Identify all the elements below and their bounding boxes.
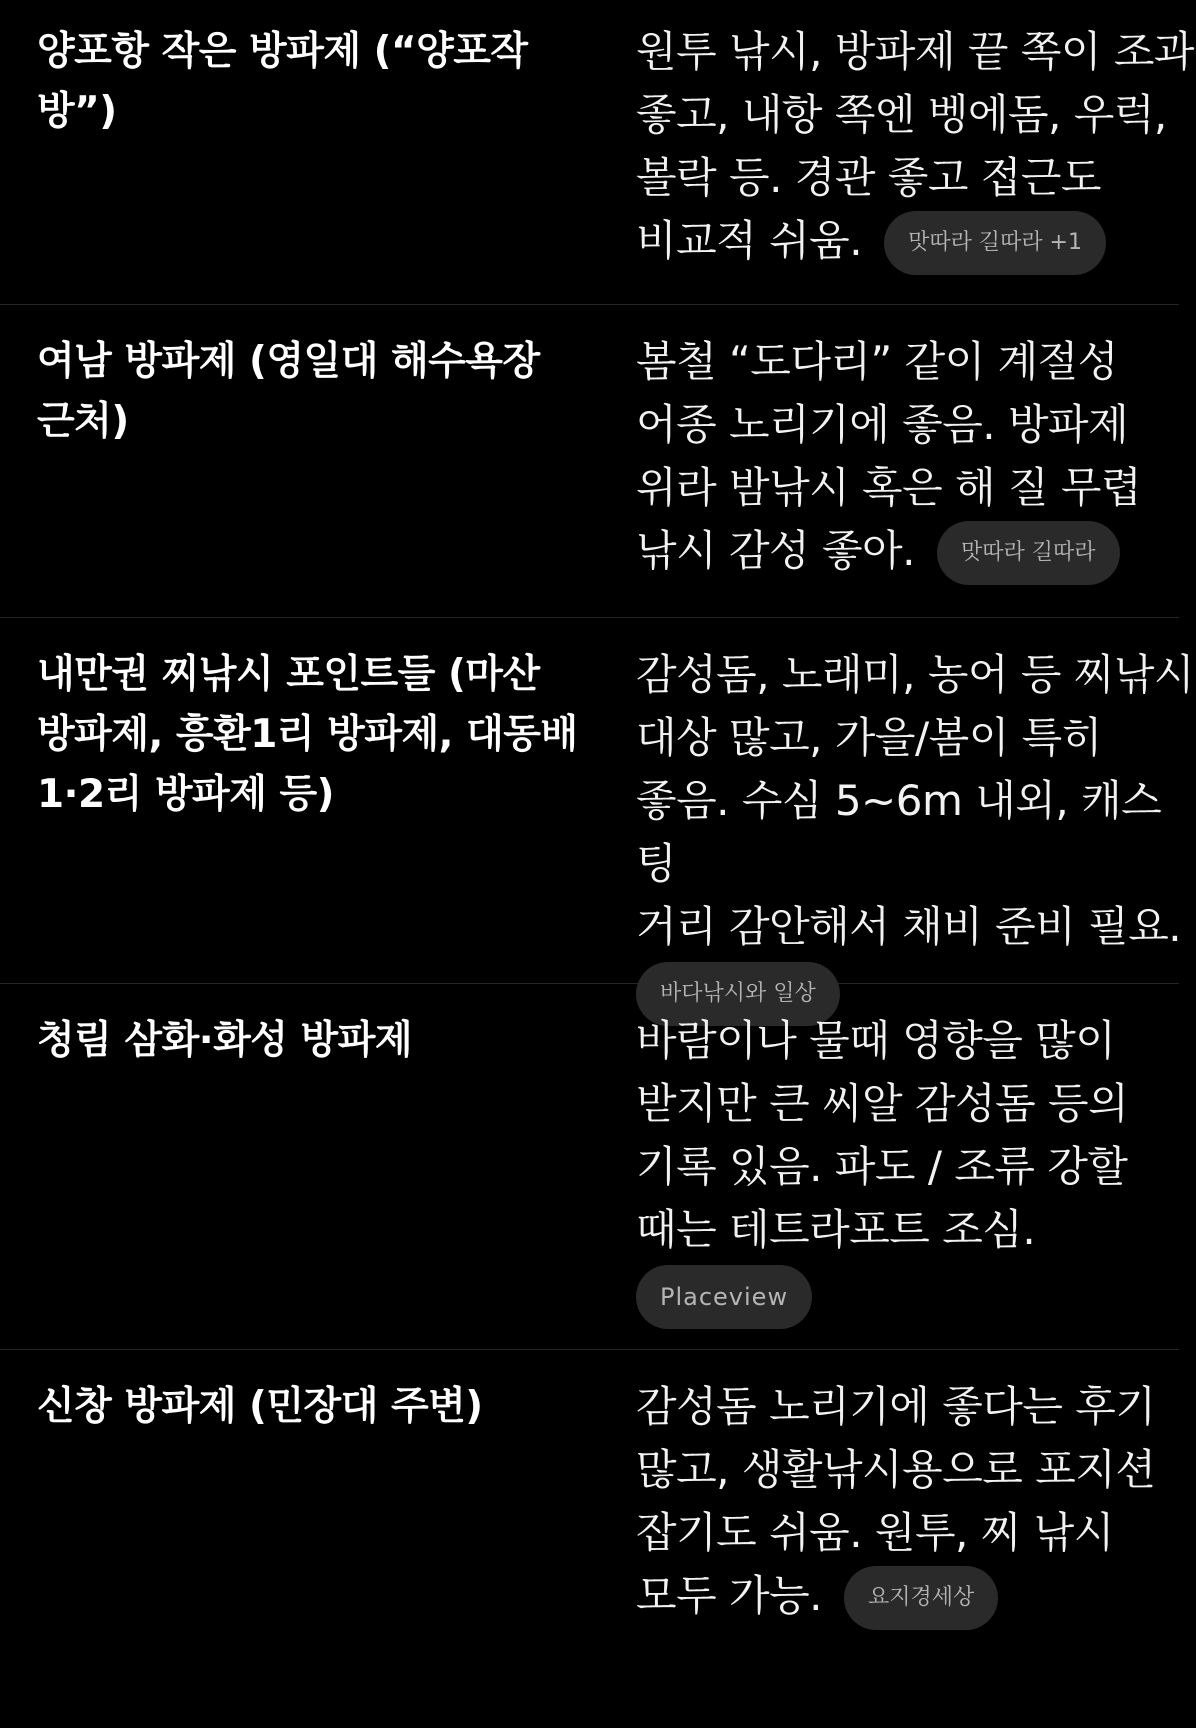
description-text: 봄철 “도다리” 같이 계절성 어종 노리기에 좋음. 방파제 위라 밤낚시 혹은 해 질 무렵 낚시 감성 좋아. [636,337,1142,575]
table-row [0,618,1194,1006]
description-text: 감성돔, 노래미, 농어 등 찌낚시 대상 많고, 가을/봄이 특히 좋음. 수심 5~6m 내외, 캐스팅 거리 감안해서 채비 준비 필요. [636,650,1194,951]
place-description [636,20,1196,275]
place-name: 신창 방파제 (민장대 주변) [37,1384,483,1429]
place-description [636,1375,1196,1630]
place-name: 내만권 찌낚시 포인트들 (마산 방파제, 흥환1리 방파제, 대동배 1·2리 방파제 등) [37,652,578,817]
source-chip[interactable]: 요지경세상 [844,1566,998,1630]
place-description [636,1009,1196,1329]
description-text: 바람이나 물때 영향을 많이 받지만 큰 씨알 감성돔 등의 기록 있음. 파도 / 조류 강할 때는 테트라포트 조심. [636,1016,1129,1254]
source-chip[interactable]: 맛따라 길따라 +1 [884,211,1106,275]
place-name: 양포항 작은 방파제 (“양포작 방”) [37,29,528,134]
table-row [0,984,1179,1350]
place-description [636,330,1196,585]
description-text: 원투 낚시, 방파제 끝 쪽이 조과 좋고, 내항 쪽엔 벵에돔, 우럭, 볼락 등. 경관 좋고 접근도 비교적 쉬움. [636,27,1194,265]
place-description [636,643,1196,1026]
table-row [0,1350,1179,1728]
source-chip[interactable]: Placeview [636,1265,812,1329]
source-chip[interactable]: 맛따라 길따라 [937,521,1120,585]
source-chip[interactable]: 바다낚시와 일상 [636,962,840,1026]
table-row [0,0,1194,305]
table-row [0,305,1179,618]
place-name: 여남 방파제 (영일대 해수욕장 근처) [37,339,540,444]
description-text: 감성돔 노리기에 좋다는 후기 많고, 생활낚시용으로 포지션 잡기도 쉬움. 원투, 찌 낚시 모두 가능. [636,1382,1156,1620]
place-name: 청림 삼화·화성 방파제 [37,1018,413,1063]
